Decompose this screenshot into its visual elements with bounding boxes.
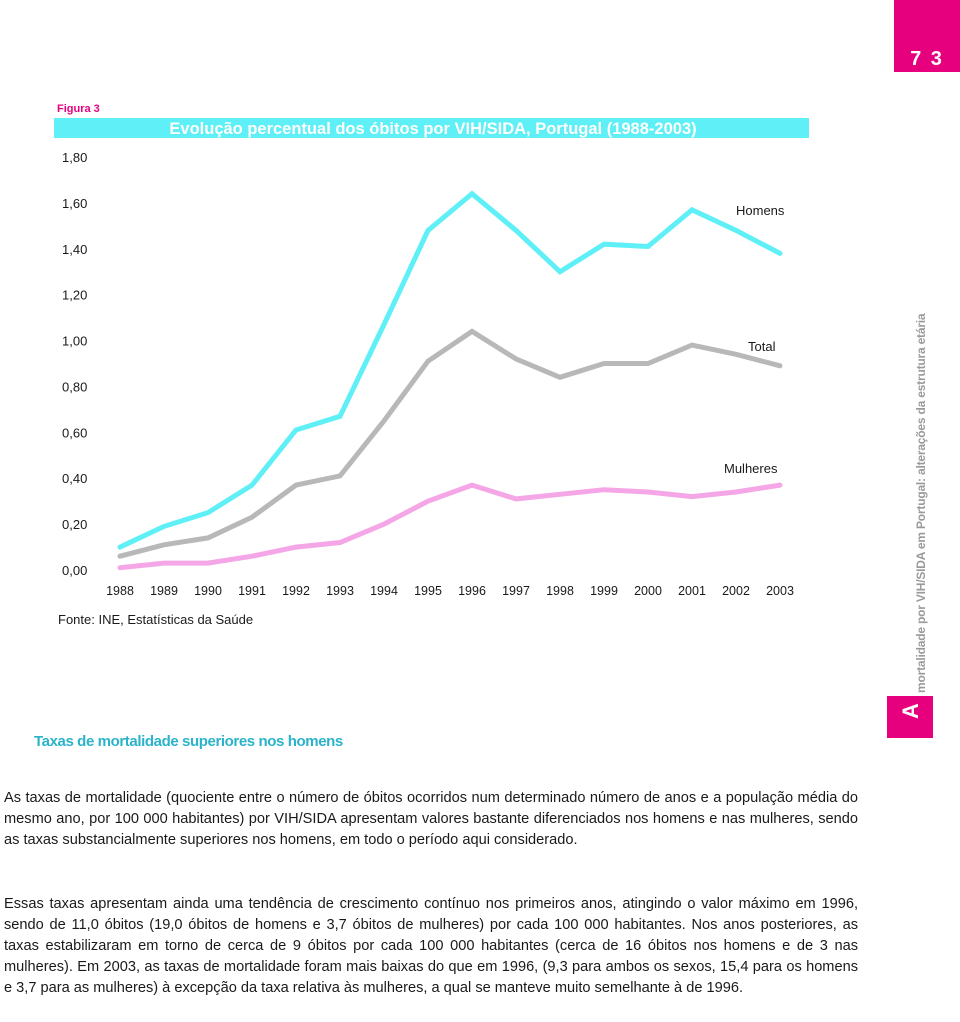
x-tick-label: 1995 bbox=[414, 584, 442, 598]
x-tick-label: 1999 bbox=[590, 584, 618, 598]
x-tick-label: 1998 bbox=[546, 584, 574, 598]
series-label-mulheres: Mulheres bbox=[724, 461, 778, 476]
x-tick-label: 1990 bbox=[194, 584, 222, 598]
body-paragraph-2: Essas taxas apresentam ainda uma tendência de crescimento contínuo nos primeiros anos, atingindo o valor máximo em 1996, sendo de 11,0 óbitos (19,0 óbitos de homens e 3,7 óbitos de mulheres) por cada 100 000 habitantes. Nos anos posteriores, as taxas estabilizaram em torno de cerca de 9 óbitos por cada 100 000 habitantes (cerca de 16 óbitos nos homens e de 3 nas mulheres). Em 2003, as taxas de mortalidade foram mais baixas do que em 1996, (9,3 para ambos os sexos, 15,4 para os homens e 3,7 para as mulheres) à excepção da taxa relativa às mulheres, a qual se manteve muito semelhante à de 1996. bbox=[4, 896, 858, 996]
x-tick-label: 1997 bbox=[502, 584, 530, 598]
section-heading: Taxas de mortalidade superiores nos homens bbox=[34, 733, 343, 750]
series-label-homens: Homens bbox=[736, 203, 785, 218]
x-tick-label: 1989 bbox=[150, 584, 178, 598]
side-running-title: mortalidade por VIH/SIDA em Portugal: alterações da estrutura etária bbox=[914, 313, 928, 693]
x-tick-label: 1988 bbox=[106, 584, 134, 598]
x-tick-label: 1993 bbox=[326, 584, 354, 598]
x-tick-label: 1991 bbox=[238, 584, 266, 598]
x-tick-label: 2003 bbox=[766, 584, 794, 598]
y-tick-label: 1,20 bbox=[62, 287, 88, 303]
series-line-mulheres bbox=[120, 485, 780, 568]
y-tick-label: 0,60 bbox=[62, 425, 88, 441]
y-tick-label: 1,40 bbox=[62, 241, 88, 257]
side-tab-letter: A bbox=[898, 703, 923, 719]
chart-title: Evolução percentual dos óbitos por VIH/SIDA, Portugal (1988-2003) bbox=[169, 120, 697, 138]
chart-source: Fonte: INE, Estatísticas da Saúde bbox=[58, 612, 254, 627]
x-tick-label: 1994 bbox=[370, 584, 398, 598]
y-tick-label: 0,40 bbox=[62, 471, 88, 487]
x-tick-label: 2000 bbox=[634, 584, 662, 598]
series-labels bbox=[724, 203, 785, 476]
y-axis-ticks bbox=[62, 150, 87, 578]
y-tick-label: 1,80 bbox=[62, 150, 88, 165]
body-paragraph-1: As taxas de mortalidade (quociente entre o número de óbitos ocorridos num determinado número de anos e a população média do mesmo ano, por 100 000 habitantes) por VIH/SIDA apresentam valores bastante diferenciados nos homens e nas mulheres, sendo as taxas substancialmente superiores nos homens, em todo o período aqui considerado. bbox=[4, 790, 858, 848]
series-label-total: Total bbox=[748, 339, 776, 354]
x-axis-ticks bbox=[106, 584, 794, 598]
y-tick-label: 1,00 bbox=[62, 333, 88, 349]
series-lines bbox=[120, 194, 780, 568]
x-tick-label: 2002 bbox=[722, 584, 750, 598]
figure-label: Figura 3 bbox=[57, 103, 100, 115]
y-tick-label: 1,60 bbox=[62, 195, 88, 211]
y-tick-label: 0,20 bbox=[62, 517, 88, 533]
y-tick-label: 0,80 bbox=[62, 379, 88, 395]
series-line-total bbox=[120, 331, 780, 556]
x-tick-label: 1996 bbox=[458, 584, 486, 598]
x-tick-label: 1992 bbox=[282, 584, 310, 598]
y-tick-label: 0,00 bbox=[62, 563, 88, 578]
x-tick-label: 2001 bbox=[678, 584, 706, 598]
page-number-text: 7 3 bbox=[910, 48, 944, 70]
